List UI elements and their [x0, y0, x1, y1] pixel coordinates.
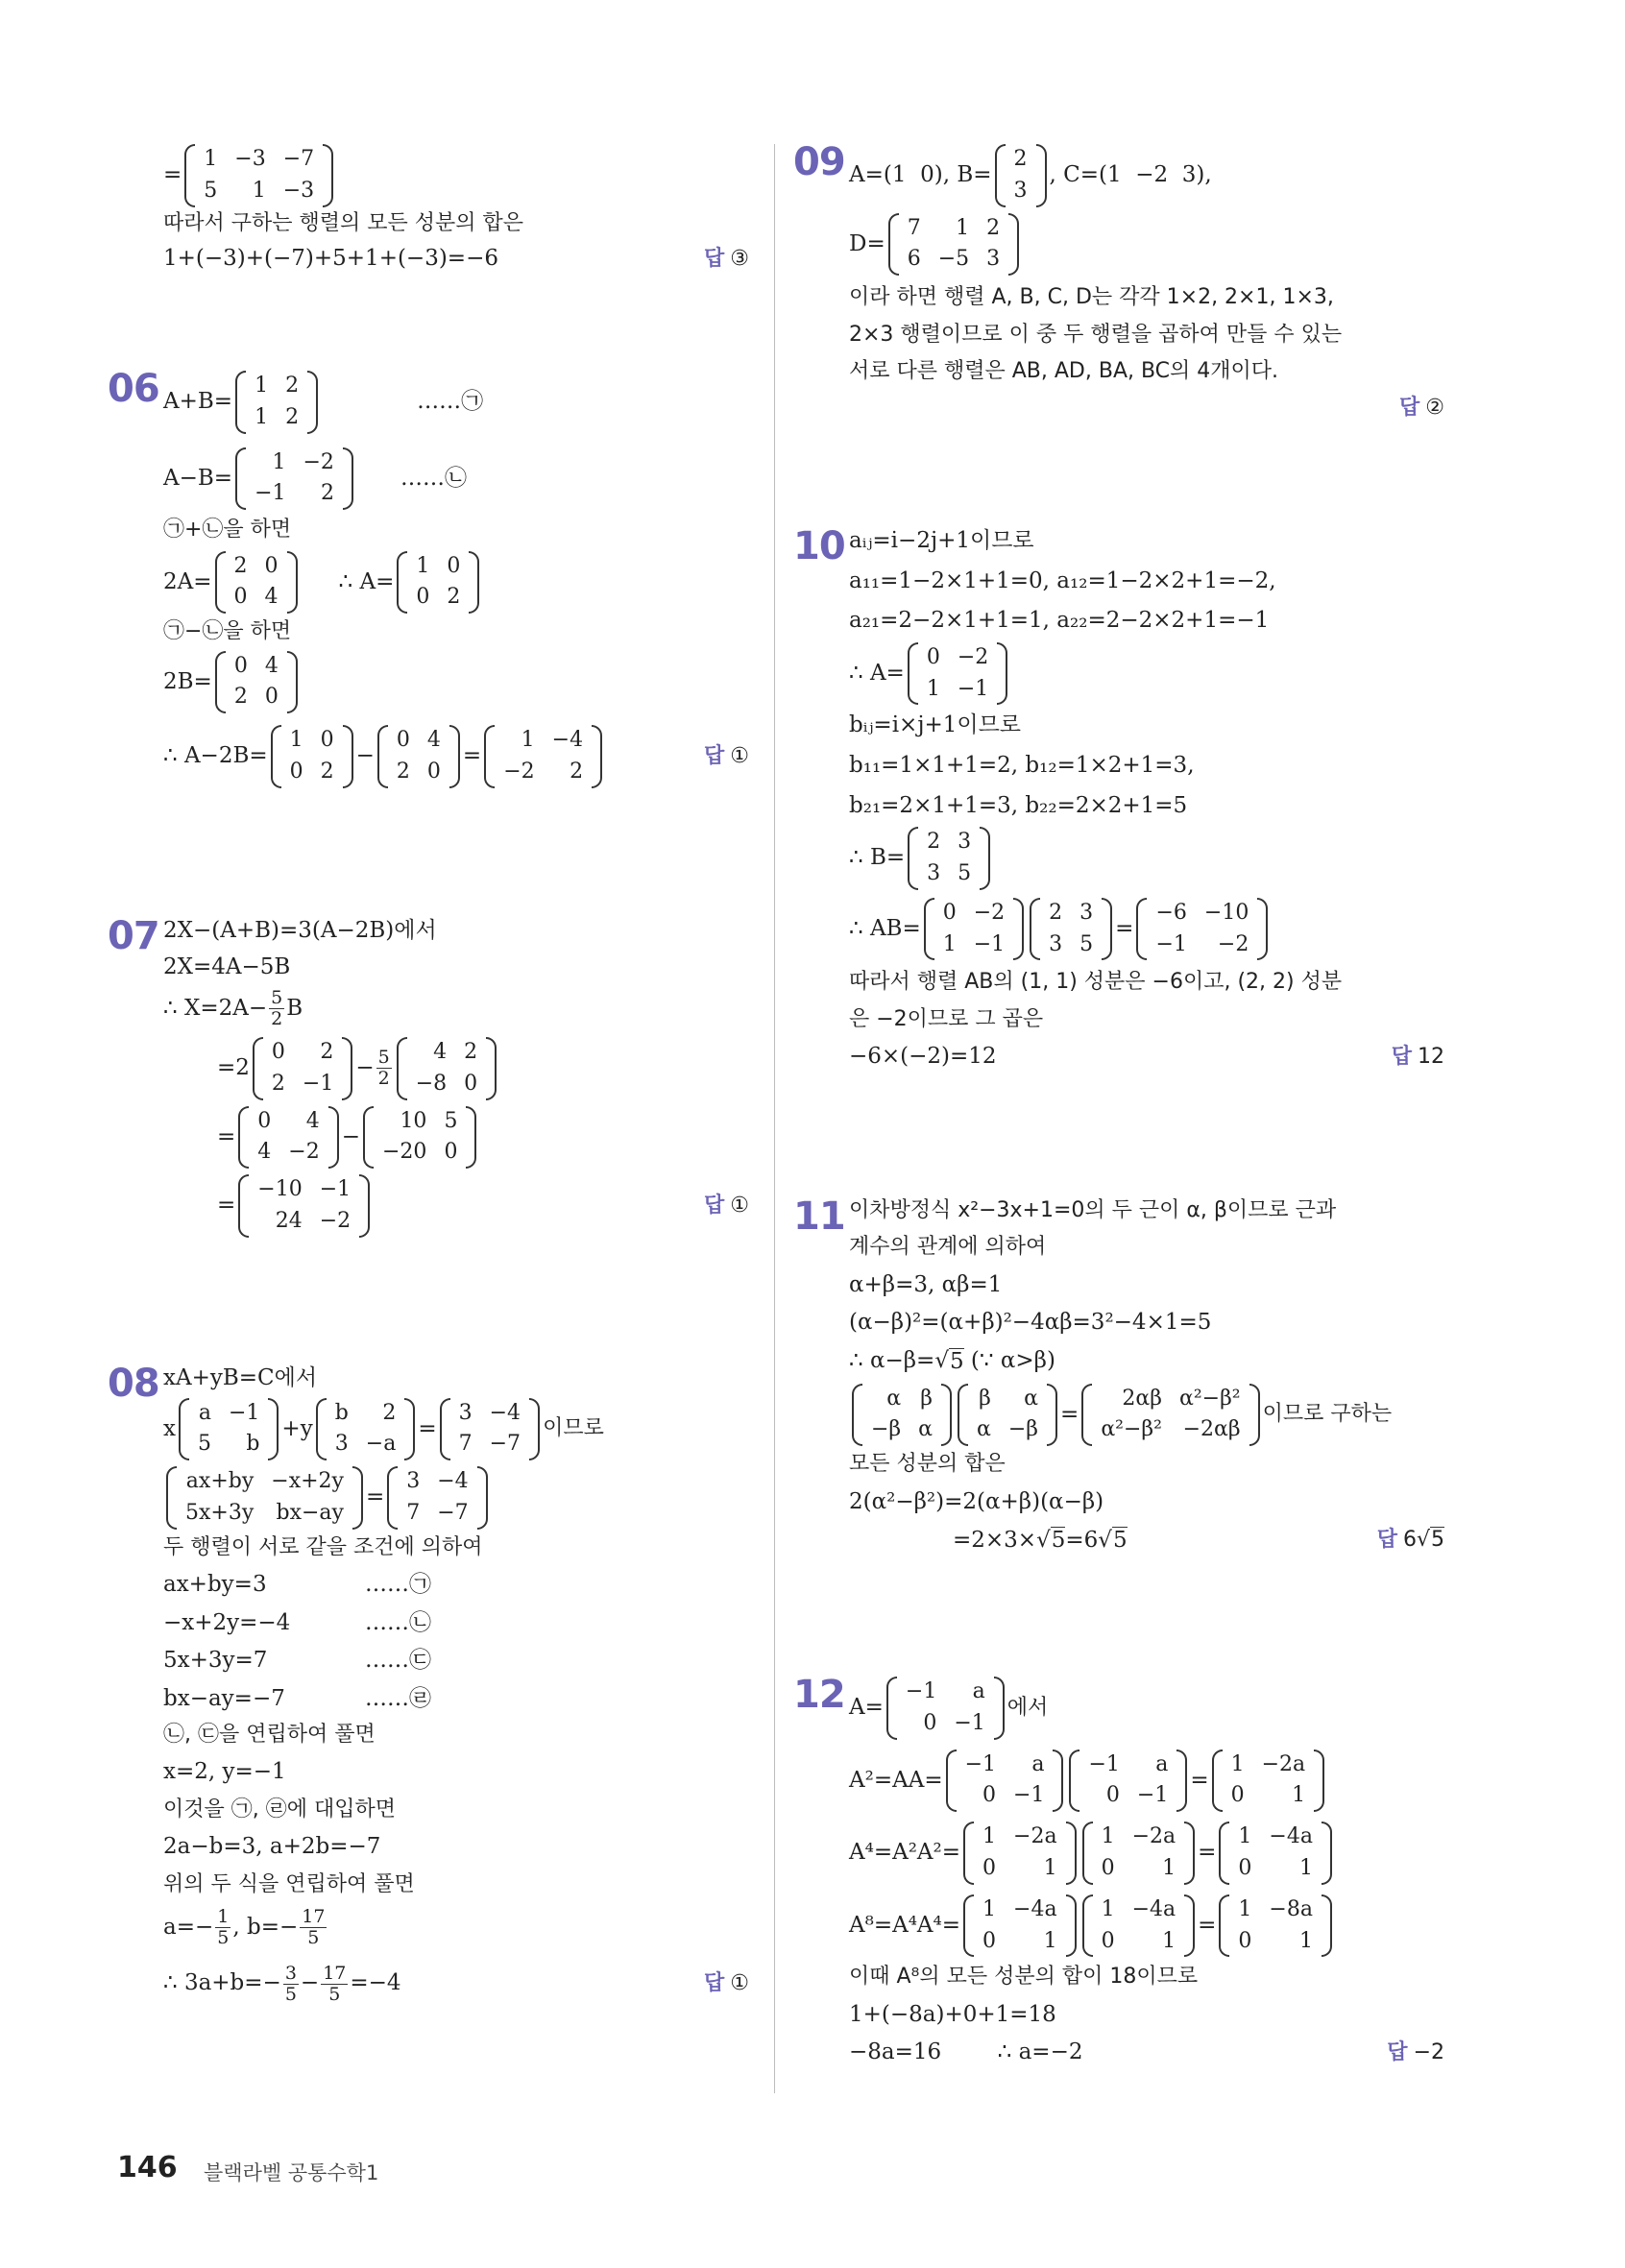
matrix-cell: 0: [264, 553, 279, 578]
matrix-cell: −7: [437, 1500, 469, 1525]
line-3: a₂₁=2−2×1+1=1, a₂₂=2−2×2+1=−1: [849, 608, 1270, 634]
matrix-cell: 1: [1298, 1855, 1313, 1880]
problem-05-continued: [163, 144, 749, 273]
matrix-cell: bx−ay: [276, 1500, 344, 1525]
problem-09: [793, 140, 1444, 422]
system-equation: bx−ay=−7 ……㉣: [163, 1685, 431, 1711]
line-5: ㉡, ㉢을 연립하여 풀면: [163, 1722, 376, 1747]
matrix-cell: 4: [433, 1039, 448, 1064]
matrix: [235, 371, 318, 434]
matrix: [1219, 1894, 1332, 1958]
line-3: 이라 하면 행렬 A, B, C, D는 각각 1×2, 2×1, 1×3,: [849, 285, 1334, 310]
problem-08: [108, 1362, 749, 2005]
matrix-cell: 0: [464, 1071, 478, 1096]
matrix-cell: a: [198, 1400, 211, 1425]
matrix-cell: −a: [365, 1432, 397, 1457]
matrix-cell: −1: [255, 481, 286, 506]
matrix-cell: 6: [907, 247, 921, 272]
matrix: [852, 1384, 952, 1447]
matrix-cell: 1: [252, 178, 266, 203]
matrix-cell: 0: [942, 900, 957, 925]
matrix-cell: α²−β²: [1101, 1417, 1162, 1442]
matrix-cell: −1: [1136, 1783, 1169, 1808]
matrix-cell: 1: [956, 215, 970, 240]
answer-badge: 답 ③: [704, 246, 749, 271]
matrix: [253, 1037, 352, 1100]
matrix-cell: β: [920, 1386, 934, 1411]
matrix-cell: −1: [302, 1071, 334, 1096]
answer-badge: 답 ①: [704, 1193, 749, 1218]
matrix-cell: 3: [334, 1432, 349, 1457]
line-2: a₁₁=1−2×1+1=0, a₁₂=1−2×2+1=−2,: [849, 567, 1276, 593]
matrix-cell: −2: [503, 759, 535, 784]
matrix-cell: 1: [942, 931, 957, 956]
matrix-cell: 1: [204, 147, 218, 171]
matrix-cell: −7: [282, 147, 315, 171]
matrix-cell: 0: [320, 728, 334, 753]
matrix-cell: −8a: [1269, 1896, 1313, 1921]
matrix-cell: 5: [958, 860, 972, 885]
matrix-cell: 2αβ: [1122, 1386, 1162, 1411]
eq-4: 2B= 0 4 2 0: [163, 651, 749, 714]
result-matrix: [184, 144, 333, 207]
problem-07: [108, 914, 749, 1238]
matrix: [397, 551, 479, 615]
matrix-cell: 1: [255, 404, 269, 429]
line-2: x a −1 5 b +y b 2 3 −a = 3 −4 7 −7 이므로: [163, 1398, 749, 1461]
matrix-cell: 0: [289, 759, 303, 784]
matrix: [235, 447, 353, 511]
matrix-cell: −β: [871, 1417, 902, 1442]
matrix-cell: 0: [1230, 1783, 1245, 1808]
line-2: A²=AA= −1 a 0 −1 −1 a 0 −1 = 1 −2a 0 1: [849, 1749, 1444, 1813]
eq-5: ∴ A−2B= 1 0 0 2 − 0 4 2 0 = 1 −4 −2 2 답 ①: [163, 725, 749, 788]
matrix-cell: 2: [320, 1039, 334, 1064]
matrix-cell: −1: [973, 931, 1006, 956]
matrix-cell: 0: [982, 1928, 997, 1953]
matrix-cell: 2: [447, 585, 461, 610]
matrix: [316, 1398, 416, 1461]
matrix-cell: −1: [228, 1400, 260, 1425]
line-4: ∴ A= 0 −2 1 −1: [849, 642, 1444, 706]
matrix-cell: −1: [954, 1710, 985, 1735]
matrix-cell: 2: [986, 215, 1001, 240]
matrix-cell: −4: [437, 1469, 469, 1494]
matrix-cell: −1: [1088, 1751, 1120, 1776]
matrix-cell: 1: [1101, 1824, 1115, 1849]
matrix: [963, 1894, 1077, 1958]
line-3: A⁴=A²A²= 1 −2a 0 1 1 −2a 0 1 = 1 −4a 0 1: [849, 1822, 1444, 1885]
line-8: ∴ B= 2 3 3 5: [849, 827, 1444, 890]
matrix-cell: β: [979, 1386, 991, 1411]
matrix-cell: 0: [982, 1783, 997, 1808]
matrix-cell: a: [1031, 1751, 1045, 1776]
matrix-cell: 1: [1292, 1783, 1306, 1808]
matrix-cell: 0: [1101, 1928, 1115, 1953]
line-5: bᵢⱼ=i×j+1이므로: [849, 712, 1022, 738]
matrix: [946, 1749, 1064, 1813]
answer-badge: 답 6√5: [1376, 1528, 1444, 1553]
matrix-cell: 1: [1043, 1855, 1057, 1880]
line-5: 이때 A⁸의 모든 성분의 합이 18이므로: [849, 1965, 1199, 1990]
matrix-cell: −4: [489, 1400, 521, 1425]
line-1: 2X−(A+B)=3(A−2B)에서: [163, 918, 437, 943]
line-1: A= −1 a 0 −1 에서: [849, 1677, 1444, 1740]
matrix-cell: −4: [551, 728, 584, 753]
matrix-cell: −1: [1013, 1783, 1045, 1808]
problem-10: [793, 524, 1444, 1071]
matrix-cell: 2: [382, 1400, 397, 1425]
matrix: [238, 1106, 338, 1170]
line-8: 2(α²−β²)=2(α+β)(α−β): [849, 1488, 1104, 1514]
line-3: α+β=3, αβ=1: [849, 1271, 1003, 1297]
matrix-cell: −7: [489, 1432, 521, 1457]
matrix: [440, 1398, 540, 1461]
matrix-cell: 3: [958, 830, 972, 855]
matrix-cell: −1: [1155, 931, 1187, 956]
matrix-cell: 0: [1101, 1855, 1115, 1880]
matrix-cell: −2: [288, 1140, 320, 1165]
matrix-cell: 1: [416, 553, 430, 578]
matrix: [995, 144, 1047, 207]
line-1: 이차방정식 x²−3x+1=0의 두 근이 α, β이므로 근과: [849, 1198, 1337, 1222]
problem-06: [108, 367, 749, 788]
line-4: 2×3 행렬이므로 이 중 두 행렬을 곱하여 만들 수 있는: [849, 322, 1343, 347]
matrix-cell: 3: [1049, 931, 1063, 956]
matrix-cell: −4a: [1269, 1824, 1313, 1849]
line-3: ∴ X=2A− $\frac{5}{2}$ B: [163, 987, 303, 1030]
matrix-cell: 0: [426, 759, 441, 784]
matrix-cell: 0: [271, 1039, 285, 1064]
equation-system: [163, 1572, 749, 1712]
answer-badge: 답 ①: [704, 743, 749, 768]
matrix: [377, 725, 460, 788]
matrix-cell: −4a: [1131, 1896, 1176, 1921]
problem-number: 08: [108, 1362, 159, 1406]
matrix-cell: 4: [264, 653, 279, 678]
line-4: A⁸=A⁴A⁴= 1 −4a 0 1 1 −4a 0 1 = 1 −8a 0 1: [849, 1894, 1444, 1958]
matrix-cell: 2: [927, 830, 941, 855]
matrix: [179, 1398, 279, 1461]
matrix-cell: 1: [289, 728, 303, 753]
line-6: = −10 −1 24 −2 답 ①: [163, 1174, 749, 1238]
matrix-cell: −1: [319, 1177, 352, 1202]
matrix-cell: 2: [271, 1071, 285, 1096]
matrix-cell: −3: [234, 147, 266, 171]
matrix-cell: a: [1155, 1751, 1169, 1776]
line-1: xA+yB=C에서: [163, 1365, 318, 1390]
matrix-cell: 0: [982, 1855, 997, 1880]
matrix: [166, 1466, 363, 1530]
line-1: A=(1 0), B= 2 3 , C=(1 −2 3),: [849, 144, 1444, 207]
matrix-cell: −8: [415, 1071, 448, 1096]
text-add: ㉠+㉡을 하면: [163, 518, 292, 543]
line-5: 서로 다른 행렬은 AB, AD, BA, BC의 4개이다.: [849, 358, 1279, 383]
eq-3: 2A= 2 0 0 4 ∴ A= 1 0 0 2: [163, 551, 749, 615]
line-2: 계수의 관계에 의하여: [849, 1235, 1047, 1260]
matrix-cell: 1: [1043, 1928, 1057, 1953]
matrix-cell: 0: [1238, 1928, 1252, 1953]
problem-number: 06: [108, 367, 159, 411]
matrix-cell: −2: [973, 900, 1006, 925]
problem-number: 10: [793, 524, 845, 568]
problem-12: [793, 1673, 1444, 2066]
line-12: −6×(−2)=12 답 12: [849, 1044, 1444, 1070]
matrix-cell: −3: [282, 178, 315, 203]
matrix-cell: 5: [197, 1432, 211, 1457]
matrix-cell: 24: [275, 1208, 303, 1233]
matrix: [908, 642, 1007, 706]
matrix-cell: 0: [447, 553, 461, 578]
matrix: [397, 1037, 497, 1100]
matrix-cell: 2: [233, 685, 248, 710]
matrix: [387, 1466, 487, 1530]
matrix-cell: 1: [1230, 1751, 1245, 1776]
matrix-cell: 10: [400, 1108, 427, 1133]
matrix-cell: −10: [1203, 900, 1249, 925]
line-7: −8a=16 ∴ a=−2 답 −2: [849, 2039, 1444, 2065]
matrix: [1069, 1749, 1187, 1813]
matrix-cell: −2a: [1013, 1824, 1057, 1849]
matrix-cell: −4a: [1013, 1896, 1057, 1921]
matrix-cell: −2a: [1261, 1751, 1306, 1776]
matrix-cell: 4: [305, 1108, 320, 1133]
matrix-cell: −β: [1007, 1417, 1039, 1442]
matrix-cell: −1: [905, 1679, 937, 1703]
line-9: ∴ AB= 0 −2 1 −1 2 3 3 5 = −6 −10 −1 −2: [849, 898, 1444, 961]
matrix-cell: α²−β²: [1178, 1386, 1241, 1411]
matrix-cell: 2: [320, 481, 334, 506]
matrix-cell: 5x+3y: [185, 1500, 255, 1525]
matrix-cell: −1: [957, 676, 989, 701]
matrix-cell: 0: [257, 1108, 272, 1133]
matrix: [908, 827, 990, 890]
line-5: ∴ α−β=√ 5 (∵ α>β): [849, 1348, 1055, 1374]
matrix-cell: a: [972, 1679, 985, 1703]
line-11: 은 −2이므로 그 곱은: [849, 1006, 1044, 1031]
matrix-cell: −2: [1217, 931, 1249, 956]
problem-11: [793, 1194, 1444, 1555]
matrix: [1082, 1894, 1196, 1958]
matrix-cell: 0: [416, 585, 430, 610]
matrix-cell: α: [977, 1417, 991, 1442]
matrix: [1136, 898, 1268, 961]
line-8: 2a−b=3, a+2b=−7: [163, 1833, 381, 1859]
matrix-cell: 0: [923, 1710, 937, 1735]
matrix-cell: 4: [264, 585, 279, 610]
matrix-cell: 3: [1013, 178, 1028, 203]
line-7: 이것을 ㉠, ㉣에 대입하면: [163, 1797, 396, 1822]
matrix-cell: 3: [927, 860, 941, 885]
answer-line: [849, 396, 1444, 421]
matrix-cell: 7: [406, 1500, 421, 1525]
problem-number: 12: [793, 1673, 845, 1717]
answer-badge: 답 ①: [704, 1970, 749, 1995]
matrix-cell: 2: [285, 374, 300, 398]
matrix: [963, 1822, 1077, 1885]
line-7: b₂₁=2×1+1=3, b₂₂=2×2+1=5: [849, 792, 1188, 818]
answer-badge: 답 ②: [1399, 396, 1444, 421]
sum-intro: 따라서 구하는 행렬의 모든 성분의 합은: [163, 210, 523, 235]
matrix-cell: ax+by: [185, 1469, 255, 1494]
eq-2: A−B= 1 −2 −1 2 ……㉡: [163, 447, 749, 511]
matrix-cell: 1: [1298, 1928, 1313, 1953]
line-9: 위의 두 식을 연립하여 풀면: [163, 1871, 415, 1896]
line-10: 따라서 행렬 AB의 (1, 1) 성분은 −6이고, (2, 2) 성분: [849, 970, 1343, 995]
matrix: [888, 213, 1019, 277]
matrix-cell: −6: [1155, 900, 1187, 925]
matrix-cell: −20: [382, 1140, 427, 1165]
matrix: [271, 725, 353, 788]
matrix-cell: 7: [907, 215, 921, 240]
matrix: [1212, 1749, 1325, 1813]
matrix: [886, 1677, 1005, 1740]
line-2: D= 7 1 2 6 −5 3: [849, 213, 1444, 277]
line-5: = 0 4 4 −2 − 10 5 −20 0: [163, 1106, 749, 1170]
matrix-cell: 2: [1013, 147, 1028, 171]
matrix-cell: −10: [257, 1177, 303, 1202]
problem-number: 11: [793, 1194, 845, 1239]
matrix-cell: 5: [444, 1108, 458, 1133]
matrix-cell: 4: [426, 728, 441, 753]
line-1: aᵢⱼ=i−2j+1이므로: [849, 528, 1034, 553]
line-6: x=2, y=−1: [163, 1758, 286, 1784]
matrix-cell: 1: [1162, 1855, 1176, 1880]
line-4: =2 0 2 2 −1 − $\frac{5}{2}$ 4 2 −8 0: [163, 1037, 749, 1100]
column-divider: [774, 144, 775, 2093]
matrix-cell: 3: [406, 1469, 421, 1494]
line-9: =2×3×√ 5 =6√ 5 답 6√5: [953, 1527, 1444, 1554]
matrix-cell: 1: [1101, 1896, 1115, 1921]
matrix: [215, 651, 298, 714]
sum-line: 1+(−3)+(−7)+5+1+(−3)=−6 답 ③: [163, 245, 749, 271]
eq-1: A+B= 1 2 1 2 ……㉠: [163, 371, 749, 434]
matrix-cell: 1: [1238, 1824, 1252, 1849]
matrix-cell: b: [246, 1432, 260, 1457]
matrix-cell: 1: [521, 728, 535, 753]
matrix-cell: −5: [937, 247, 970, 272]
system-equation: −x+2y=−4 ……㉡: [163, 1609, 431, 1635]
line-2: 2X=4A−5B: [163, 953, 291, 979]
matrix-cell: 3: [1079, 900, 1094, 925]
answer-badge: 답 −2: [1387, 2039, 1444, 2064]
matrix-cell: 3: [986, 247, 1001, 272]
matrix-cell: 2: [1049, 900, 1063, 925]
matrix-cell: 7: [458, 1432, 473, 1457]
matrix-cell: 1: [1238, 1896, 1252, 1921]
matrix-cell: b: [334, 1400, 349, 1425]
line-4: 두 행렬이 서로 같을 조건에 의하여: [163, 1534, 483, 1559]
matrix-cell: 1: [255, 374, 269, 398]
answer-badge: 답 12: [1391, 1044, 1444, 1069]
matrix-cell: −2: [957, 644, 989, 669]
matrix-cell: −2: [319, 1208, 352, 1233]
matrix-cell: −2a: [1131, 1824, 1176, 1849]
matrix-cell: α: [1024, 1386, 1039, 1411]
line-6: b₁₁=1×1+1=2, b₁₂=1×2+1=3,: [849, 752, 1195, 778]
problem-number: 09: [793, 140, 845, 184]
matrix-cell: 5: [204, 178, 218, 203]
matrix-cell: 5: [1079, 931, 1094, 956]
matrix: [238, 1174, 370, 1238]
matrix-cell: α: [886, 1386, 902, 1411]
line-6: α β −β α β α α −β = 2αβ α²−β² α²−β² −2αβ 이므로 구하는: [849, 1384, 1444, 1447]
matrix: [363, 1106, 476, 1170]
text-sub: ㉠−㉡을 하면: [163, 619, 292, 644]
matrix-cell: −1: [964, 1751, 997, 1776]
matrix-cell: 2: [320, 759, 334, 784]
matrix-cell: 0: [1238, 1855, 1252, 1880]
matrix-cell: 2: [396, 759, 410, 784]
system-equation: ax+by=3 ……㉠: [163, 1572, 431, 1598]
matrix-cell: 0: [926, 644, 940, 669]
line-10: a=− $\frac{1}{5}$ , b=− $\frac{17}{5}$: [163, 1905, 326, 1948]
line-4: (α−β)²=(α+β)²−4αβ=3²−4×1=5: [849, 1310, 1212, 1336]
matrix-cell: 2: [570, 759, 584, 784]
result-line: = 1 −3 −7 5 1 −3: [163, 144, 749, 207]
matrix-cell: 0: [396, 728, 410, 753]
matrix: [215, 551, 298, 615]
matrix: [484, 725, 602, 788]
matrix: [1081, 1384, 1259, 1447]
page-number: 146: [117, 2151, 178, 2184]
problem-number: 07: [108, 914, 159, 958]
matrix-cell: 0: [233, 585, 248, 610]
matrix: [924, 898, 1024, 961]
system-equation: 5x+3y=7 ……㉢: [163, 1648, 431, 1674]
matrix-cell: 0: [264, 685, 279, 710]
matrix: [1030, 898, 1112, 961]
matrix-cell: −2: [303, 449, 334, 474]
matrix-cell: 4: [257, 1140, 272, 1165]
matrix-cell: 3: [458, 1400, 473, 1425]
book-title: 블랙라벨 공통수학1: [204, 2161, 379, 2184]
line-6: 1+(−8a)+0+1=18: [849, 2001, 1056, 2027]
matrix: [1082, 1822, 1196, 1885]
matrix-cell: 0: [233, 653, 248, 678]
matrix-cell: α: [918, 1417, 934, 1442]
matrix: [958, 1384, 1057, 1447]
matrix-cell: 1: [272, 449, 286, 474]
matrix-cell: 2: [233, 553, 248, 578]
matrix-cell: −2αβ: [1182, 1417, 1241, 1442]
matrix-cell: 0: [1105, 1783, 1120, 1808]
matrix-cell: 2: [464, 1039, 478, 1064]
matrix-cell: 1: [982, 1824, 997, 1849]
line-7: 모든 성분의 합은: [849, 1452, 1006, 1477]
matrix-cell: 2: [285, 404, 300, 429]
matrix: [1219, 1822, 1332, 1885]
line-3: ax+by −x+2y 5x+3y bx−ay = 3 −4 7 −7: [163, 1466, 749, 1530]
matrix-cell: −x+2y: [271, 1469, 344, 1494]
matrix-cell: 1: [1162, 1928, 1176, 1953]
matrix-cell: 1: [926, 676, 940, 701]
matrix-cell: 0: [444, 1140, 458, 1165]
matrix-cell: 1: [982, 1896, 997, 1921]
line-11: ∴ 3a+b=− $\frac{3}{5}$ − $\frac{17}{5}$ =−4 답 ①: [163, 1962, 749, 2005]
